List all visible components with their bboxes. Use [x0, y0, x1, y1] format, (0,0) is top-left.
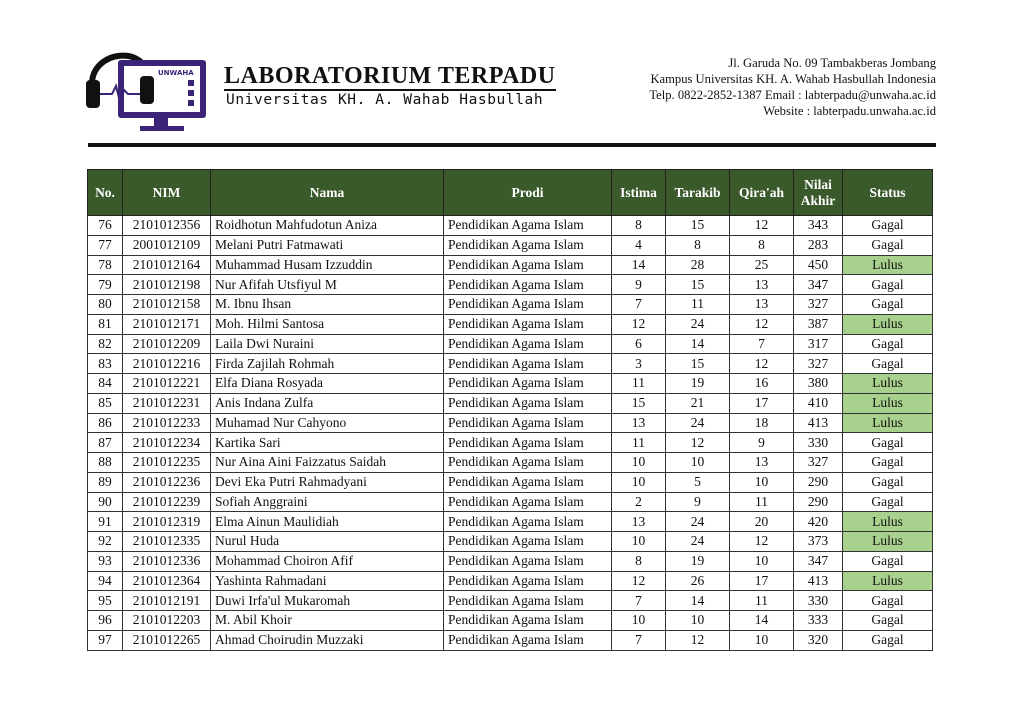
col-nilai-akhir: Nilai Akhir — [794, 170, 843, 216]
cell-prodi: Pendidikan Agama Islam — [444, 571, 612, 591]
cell-status: Gagal — [843, 275, 933, 295]
cell-nilai-akhir: 290 — [794, 492, 843, 512]
cell-status: Gagal — [843, 295, 933, 315]
cell-tarakib: 15 — [666, 354, 730, 374]
table-row — [88, 314, 933, 334]
table-row — [88, 551, 933, 571]
cell-no: 81 — [88, 314, 123, 334]
table-row — [88, 393, 933, 413]
cell-status: Lulus — [843, 374, 933, 394]
cell-istima: 4 — [612, 235, 666, 255]
cell-tarakib: 15 — [666, 275, 730, 295]
cell-nama: M. Abil Khoir — [211, 611, 444, 631]
cell-no: 89 — [88, 472, 123, 492]
cell-tarakib: 24 — [666, 413, 730, 433]
cell-prodi: Pendidikan Agama Islam — [444, 413, 612, 433]
cell-nilai-akhir: 420 — [794, 512, 843, 532]
cell-istima: 6 — [612, 334, 666, 354]
cell-istima: 14 — [612, 255, 666, 275]
cell-nilai-akhir: 330 — [794, 591, 843, 611]
lab-subtitle: Universitas KH. A. Wahab Hasbullah — [226, 92, 544, 108]
cell-qiraah: 13 — [730, 295, 794, 315]
table-row — [88, 374, 933, 394]
cell-nim: 2101012236 — [123, 472, 211, 492]
cell-istima: 8 — [612, 216, 666, 236]
cell-istima: 15 — [612, 393, 666, 413]
cell-nama: Nur Afifah Utsfiyul M — [211, 275, 444, 295]
cell-no: 80 — [88, 295, 123, 315]
cell-prodi: Pendidikan Agama Islam — [444, 216, 612, 236]
cell-nama: Elma Ainun Maulidiah — [211, 512, 444, 532]
cell-prodi: Pendidikan Agama Islam — [444, 630, 612, 650]
cell-prodi: Pendidikan Agama Islam — [444, 374, 612, 394]
cell-tarakib: 12 — [666, 630, 730, 650]
cell-nilai-akhir: 410 — [794, 393, 843, 413]
cell-istima: 11 — [612, 374, 666, 394]
header-divider — [88, 143, 936, 147]
cell-istima: 10 — [612, 453, 666, 473]
cell-no: 94 — [88, 571, 123, 591]
cell-status: Gagal — [843, 354, 933, 374]
cell-status: Gagal — [843, 334, 933, 354]
cell-no: 87 — [88, 433, 123, 453]
cell-tarakib: 19 — [666, 551, 730, 571]
cell-nama: Roidhotun Mahfudotun Aniza — [211, 216, 444, 236]
cell-tarakib: 14 — [666, 334, 730, 354]
contact-campus: Kampus Universitas KH. A. Wahab Hasbullah Indonesia — [650, 72, 936, 86]
cell-no: 79 — [88, 275, 123, 295]
cell-nama: Sofiah Anggraini — [211, 492, 444, 512]
table-row — [88, 354, 933, 374]
cell-status: Lulus — [843, 512, 933, 532]
cell-status: Gagal — [843, 551, 933, 571]
cell-qiraah: 14 — [730, 611, 794, 631]
cell-status: Gagal — [843, 630, 933, 650]
cell-qiraah: 20 — [730, 512, 794, 532]
cell-prodi: Pendidikan Agama Islam — [444, 334, 612, 354]
cell-nama: Muhammad Husam Izzuddin — [211, 255, 444, 275]
table-row — [88, 413, 933, 433]
cell-no: 91 — [88, 512, 123, 532]
cell-nilai-akhir: 290 — [794, 472, 843, 492]
cell-istima: 3 — [612, 354, 666, 374]
cell-qiraah: 13 — [730, 453, 794, 473]
table-body — [88, 216, 933, 651]
cell-tarakib: 28 — [666, 255, 730, 275]
cell-istima: 2 — [612, 492, 666, 512]
cell-qiraah: 17 — [730, 571, 794, 591]
results-table — [87, 169, 933, 651]
table-row — [88, 453, 933, 473]
cell-qiraah: 17 — [730, 393, 794, 413]
cell-prodi: Pendidikan Agama Islam — [444, 453, 612, 473]
cell-tarakib: 5 — [666, 472, 730, 492]
cell-nama: Moh. Hilmi Santosa — [211, 314, 444, 334]
cell-prodi: Pendidikan Agama Islam — [444, 611, 612, 631]
cell-nama: Anis Indana Zulfa — [211, 393, 444, 413]
cell-nilai-akhir: 333 — [794, 611, 843, 631]
table-row — [88, 472, 933, 492]
cell-prodi: Pendidikan Agama Islam — [444, 532, 612, 552]
cell-status: Gagal — [843, 453, 933, 473]
cell-istima: 10 — [612, 472, 666, 492]
col-istima: Istima — [612, 170, 666, 216]
cell-nilai-akhir: 327 — [794, 354, 843, 374]
cell-tarakib: 21 — [666, 393, 730, 413]
cell-status: Gagal — [843, 611, 933, 631]
cell-tarakib: 8 — [666, 235, 730, 255]
cell-qiraah: 13 — [730, 275, 794, 295]
cell-prodi: Pendidikan Agama Islam — [444, 492, 612, 512]
cell-istima: 7 — [612, 630, 666, 650]
contact-website: Website : labterpadu.unwaha.ac.id — [763, 104, 936, 118]
cell-status: Lulus — [843, 255, 933, 275]
cell-prodi: Pendidikan Agama Islam — [444, 472, 612, 492]
cell-nim: 2101012234 — [123, 433, 211, 453]
cell-istima: 12 — [612, 571, 666, 591]
cell-no: 85 — [88, 393, 123, 413]
lab-title: LABORATORIUM TERPADU — [224, 63, 556, 89]
cell-nim: 2101012265 — [123, 630, 211, 650]
cell-prodi: Pendidikan Agama Islam — [444, 512, 612, 532]
table-row — [88, 571, 933, 591]
col-nama: Nama — [211, 170, 444, 216]
cell-nilai-akhir: 330 — [794, 433, 843, 453]
cell-tarakib: 26 — [666, 571, 730, 591]
cell-tarakib: 10 — [666, 453, 730, 473]
table-row — [88, 216, 933, 236]
cell-qiraah: 10 — [730, 551, 794, 571]
cell-tarakib: 19 — [666, 374, 730, 394]
cell-qiraah: 7 — [730, 334, 794, 354]
table-row — [88, 334, 933, 354]
cell-prodi: Pendidikan Agama Islam — [444, 591, 612, 611]
cell-nama: Mohammad Choiron Afif — [211, 551, 444, 571]
cell-no: 90 — [88, 492, 123, 512]
cell-no: 96 — [88, 611, 123, 631]
cell-prodi: Pendidikan Agama Islam — [444, 295, 612, 315]
table-row — [88, 630, 933, 650]
cell-nim: 2101012335 — [123, 532, 211, 552]
table-row — [88, 512, 933, 532]
cell-qiraah: 9 — [730, 433, 794, 453]
cell-tarakib: 14 — [666, 591, 730, 611]
table-row — [88, 275, 933, 295]
cell-nim: 2101012233 — [123, 413, 211, 433]
cell-nilai-akhir: 327 — [794, 453, 843, 473]
cell-qiraah: 25 — [730, 255, 794, 275]
table-header-row — [88, 170, 933, 216]
col-tarakib: Tarakib — [666, 170, 730, 216]
cell-status: Gagal — [843, 235, 933, 255]
cell-nim: 2101012203 — [123, 611, 211, 631]
cell-no: 76 — [88, 216, 123, 236]
cell-qiraah: 12 — [730, 314, 794, 334]
cell-nim: 2101012239 — [123, 492, 211, 512]
cell-istima: 9 — [612, 275, 666, 295]
cell-prodi: Pendidikan Agama Islam — [444, 275, 612, 295]
contact-phone-email: Telp. 0822-2852-1387 Email : labterpadu@unwaha.ac.id — [649, 88, 936, 102]
col-no: No. — [88, 170, 123, 216]
col-prodi: Prodi — [444, 170, 612, 216]
cell-nim: 2101012364 — [123, 571, 211, 591]
cell-tarakib: 10 — [666, 611, 730, 631]
col-qiraah: Qira'ah — [730, 170, 794, 216]
cell-prodi: Pendidikan Agama Islam — [444, 314, 612, 334]
cell-nim: 2101012221 — [123, 374, 211, 394]
table-row — [88, 255, 933, 275]
cell-nama: M. Ibnu Ihsan — [211, 295, 444, 315]
table-row — [88, 235, 933, 255]
cell-nama: Laila Dwi Nuraini — [211, 334, 444, 354]
cell-tarakib: 12 — [666, 433, 730, 453]
cell-prodi: Pendidikan Agama Islam — [444, 255, 612, 275]
table-row — [88, 611, 933, 631]
cell-nama: Devi Eka Putri Rahmadyani — [211, 472, 444, 492]
table-row — [88, 433, 933, 453]
cell-qiraah: 18 — [730, 413, 794, 433]
cell-qiraah: 11 — [730, 492, 794, 512]
cell-nilai-akhir: 387 — [794, 314, 843, 334]
cell-status: Lulus — [843, 393, 933, 413]
cell-nilai-akhir: 343 — [794, 216, 843, 236]
cell-nim: 2101012158 — [123, 295, 211, 315]
cell-status: Gagal — [843, 591, 933, 611]
cell-istima: 7 — [612, 295, 666, 315]
table-row — [88, 591, 933, 611]
cell-qiraah: 10 — [730, 630, 794, 650]
cell-nama: Muhamad Nur Cahyono — [211, 413, 444, 433]
cell-qiraah: 10 — [730, 472, 794, 492]
cell-qiraah: 8 — [730, 235, 794, 255]
cell-no: 95 — [88, 591, 123, 611]
cell-qiraah: 12 — [730, 354, 794, 374]
cell-tarakib: 24 — [666, 512, 730, 532]
cell-nama: Elfa Diana Rosyada — [211, 374, 444, 394]
cell-qiraah: 12 — [730, 216, 794, 236]
cell-nama: Firda Zajilah Rohmah — [211, 354, 444, 374]
cell-qiraah: 12 — [730, 532, 794, 552]
table-row — [88, 492, 933, 512]
cell-status: Lulus — [843, 314, 933, 334]
cell-status: Gagal — [843, 433, 933, 453]
cell-prodi: Pendidikan Agama Islam — [444, 354, 612, 374]
cell-no: 97 — [88, 630, 123, 650]
cell-istima: 10 — [612, 532, 666, 552]
cell-nama: Nur Aina Aini Faizzatus Saidah — [211, 453, 444, 473]
cell-nilai-akhir: 450 — [794, 255, 843, 275]
cell-status: Gagal — [843, 216, 933, 236]
contact-block — [649, 55, 936, 119]
cell-no: 93 — [88, 551, 123, 571]
table-row — [88, 532, 933, 552]
cell-no: 82 — [88, 334, 123, 354]
cell-nilai-akhir: 327 — [794, 295, 843, 315]
cell-istima: 8 — [612, 551, 666, 571]
cell-nama: Nurul Huda — [211, 532, 444, 552]
cell-nim: 2101012231 — [123, 393, 211, 413]
cell-nim: 2101012171 — [123, 314, 211, 334]
cell-no: 92 — [88, 532, 123, 552]
cell-tarakib: 24 — [666, 314, 730, 334]
cell-tarakib: 24 — [666, 532, 730, 552]
cell-nim: 2101012164 — [123, 255, 211, 275]
cell-nilai-akhir: 413 — [794, 571, 843, 591]
logo-text: UNWAHA — [158, 69, 194, 77]
cell-nim: 2101012191 — [123, 591, 211, 611]
cell-status: Gagal — [843, 472, 933, 492]
cell-nama: Duwi Irfa'ul Mukaromah — [211, 591, 444, 611]
col-status: Status — [843, 170, 933, 216]
cell-no: 77 — [88, 235, 123, 255]
cell-status: Lulus — [843, 532, 933, 552]
cell-qiraah: 16 — [730, 374, 794, 394]
cell-istima: 13 — [612, 512, 666, 532]
cell-prodi: Pendidikan Agama Islam — [444, 235, 612, 255]
cell-nama: Ahmad Choirudin Muzzaki — [211, 630, 444, 650]
cell-status: Lulus — [843, 571, 933, 591]
cell-nim: 2101012356 — [123, 216, 211, 236]
cell-nim: 2101012198 — [123, 275, 211, 295]
cell-no: 86 — [88, 413, 123, 433]
lab-logo — [84, 40, 210, 134]
letterhead — [0, 0, 1024, 150]
cell-nilai-akhir: 347 — [794, 551, 843, 571]
cell-nim: 2101012216 — [123, 354, 211, 374]
cell-nilai-akhir: 317 — [794, 334, 843, 354]
cell-nim: 2001012109 — [123, 235, 211, 255]
cell-istima: 13 — [612, 413, 666, 433]
headphone-monitor-icon — [84, 40, 210, 134]
cell-tarakib: 9 — [666, 492, 730, 512]
cell-qiraah: 11 — [730, 591, 794, 611]
cell-no: 84 — [88, 374, 123, 394]
cell-istima: 12 — [612, 314, 666, 334]
table-row — [88, 295, 933, 315]
cell-no: 83 — [88, 354, 123, 374]
cell-no: 88 — [88, 453, 123, 473]
cell-nilai-akhir: 380 — [794, 374, 843, 394]
col-nim: NIM — [123, 170, 211, 216]
cell-nama: Kartika Sari — [211, 433, 444, 453]
cell-nilai-akhir: 283 — [794, 235, 843, 255]
cell-nilai-akhir: 373 — [794, 532, 843, 552]
cell-nilai-akhir: 320 — [794, 630, 843, 650]
cell-nim: 2101012336 — [123, 551, 211, 571]
cell-nilai-akhir: 413 — [794, 413, 843, 433]
cell-nama: Melani Putri Fatmawati — [211, 235, 444, 255]
cell-status: Lulus — [843, 413, 933, 433]
cell-nilai-akhir: 347 — [794, 275, 843, 295]
cell-prodi: Pendidikan Agama Islam — [444, 393, 612, 413]
cell-istima: 11 — [612, 433, 666, 453]
cell-status: Gagal — [843, 492, 933, 512]
cell-tarakib: 11 — [666, 295, 730, 315]
cell-prodi: Pendidikan Agama Islam — [444, 433, 612, 453]
cell-no: 78 — [88, 255, 123, 275]
cell-istima: 10 — [612, 611, 666, 631]
cell-nim: 2101012235 — [123, 453, 211, 473]
cell-prodi: Pendidikan Agama Islam — [444, 551, 612, 571]
cell-nama: Yashinta Rahmadani — [211, 571, 444, 591]
cell-nim: 2101012209 — [123, 334, 211, 354]
contact-address: Jl. Garuda No. 09 Tambakberas Jombang — [728, 56, 936, 70]
cell-tarakib: 15 — [666, 216, 730, 236]
cell-nim: 2101012319 — [123, 512, 211, 532]
cell-istima: 7 — [612, 591, 666, 611]
